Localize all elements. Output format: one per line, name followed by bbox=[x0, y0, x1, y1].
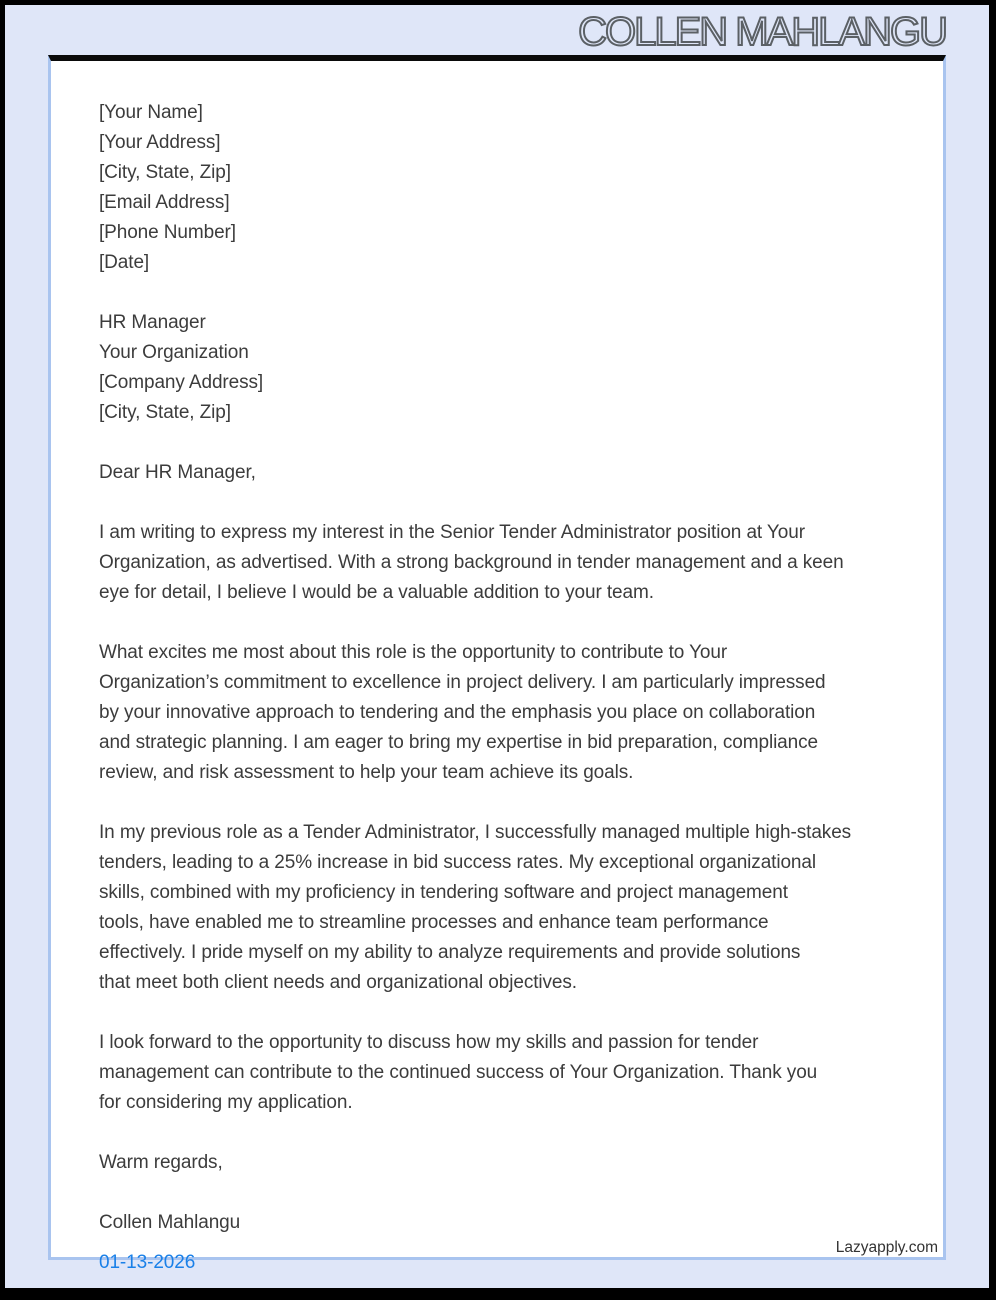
text-line: [Company Address] bbox=[99, 372, 264, 393]
paragraph-4 bbox=[99, 1028, 943, 1118]
text-line: [Date] bbox=[99, 252, 150, 273]
text-line: Organization’s commitment to excellence in project delivery. I am particularly impressed bbox=[99, 672, 826, 693]
text-line: I look forward to the opportunity to discuss how my skills and passion for tender bbox=[99, 1032, 759, 1053]
salutation: Dear HR Manager, bbox=[99, 462, 256, 483]
text-line: eye for detail, I believe I would be a valuable addition to your team. bbox=[99, 582, 654, 603]
text-line: management can contribute to the continued success of Your Organization. Thank you bbox=[99, 1062, 818, 1083]
letter-page bbox=[48, 55, 946, 1273]
text-line: by your innovative approach to tendering and the emphasis you place on collaboration bbox=[99, 702, 816, 723]
paragraph-1 bbox=[99, 518, 943, 608]
text-line: What excites me most about this role is the opportunity to contribute to Your bbox=[99, 642, 728, 663]
closing-phrase: Warm regards, bbox=[99, 1152, 223, 1173]
text-line: I am writing to express my interest in the Senior Tender Administrator position at Your bbox=[99, 522, 805, 543]
document-background bbox=[5, 5, 989, 1288]
text-line: skills, combined with my proficiency in tendering software and project management bbox=[99, 882, 788, 903]
header-name: COLLEN MAHLANGU bbox=[578, 10, 946, 54]
recipient-address-block bbox=[99, 308, 943, 428]
signature-name: Collen Mahlangu bbox=[99, 1212, 241, 1233]
text-line: Organization, as advertised. With a strong background in tender management and a keen bbox=[99, 552, 844, 573]
text-line: review, and risk assessment to help your team achieve its goals. bbox=[99, 762, 634, 783]
sender-address-block bbox=[99, 98, 943, 278]
text-line: and strategic planning. I am eager to bring my expertise in bid preparation, compliance bbox=[99, 732, 818, 753]
paragraph-3 bbox=[99, 818, 943, 998]
text-line: [Email Address] bbox=[99, 192, 230, 213]
text-line: effectively. I pride myself on my ability to analyze requirements and provide solutions bbox=[99, 942, 801, 963]
text-line: [City, State, Zip] bbox=[99, 162, 231, 183]
text-line: HR Manager bbox=[99, 312, 206, 333]
text-line: [Your Name] bbox=[99, 102, 203, 123]
text-line: [Your Address] bbox=[99, 132, 221, 153]
letter-content bbox=[51, 61, 943, 1278]
text-line: tools, have enabled me to streamline processes and enhance team performance bbox=[99, 912, 769, 933]
watermark-text: Lazyapply.com bbox=[835, 1239, 938, 1256]
paragraph-2 bbox=[99, 638, 943, 788]
text-line: that meet both client needs and organizational objectives. bbox=[99, 972, 577, 993]
letter-date: 01-13-2026 bbox=[99, 1252, 196, 1273]
text-line: [City, State, Zip] bbox=[99, 402, 231, 423]
text-line: Your Organization bbox=[99, 342, 249, 363]
text-line: tenders, leading to a 25% increase in bid success rates. My exceptional organizational bbox=[99, 852, 816, 873]
text-line: for considering my application. bbox=[99, 1092, 353, 1113]
text-line: In my previous role as a Tender Administrator, I successfully managed multiple high-stakes bbox=[99, 822, 852, 843]
text-line: [Phone Number] bbox=[99, 222, 236, 243]
